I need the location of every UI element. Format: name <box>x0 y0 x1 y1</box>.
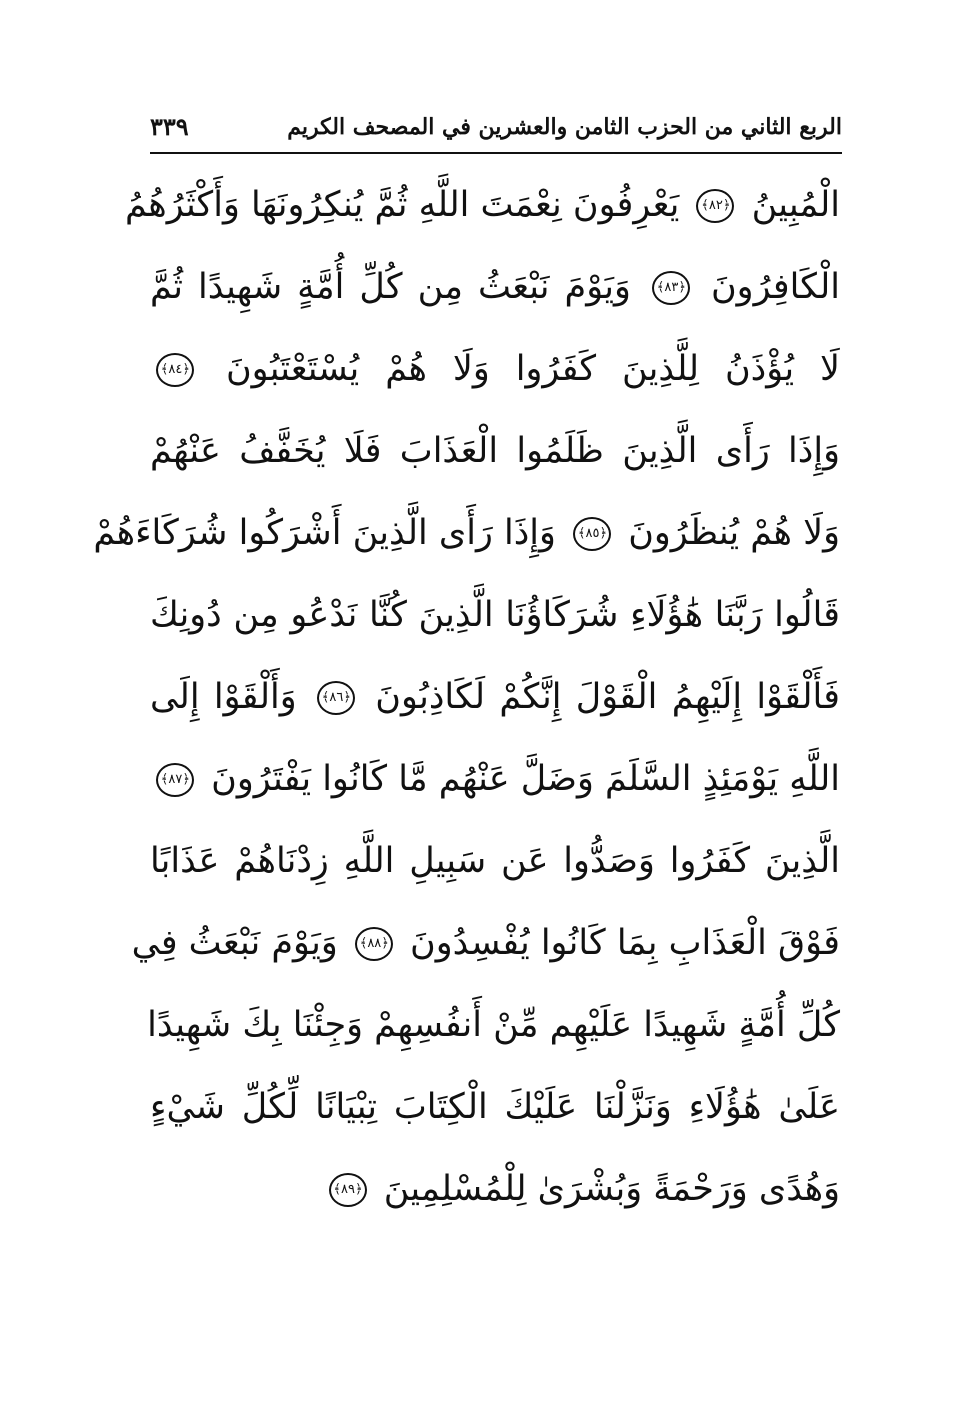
page-header <box>150 108 842 152</box>
verse-line <box>93 492 840 574</box>
ayah-number-marker: ﴿٨٦﴾ <box>317 681 355 715</box>
ayah-number-marker: ﴿٨٥﴾ <box>573 517 611 551</box>
verse-text: عَلَىٰ هَٰؤُلَاءِ وَنَزَّلْنَا عَلَيْكَ الْكِتَابَ تِبْيَانًا لِّكُلِّ شَيْءٍ <box>150 1087 840 1127</box>
verse-line <box>150 820 840 902</box>
verse-line <box>150 1148 840 1230</box>
verse-line <box>150 574 840 656</box>
verse-text: وَأَلْقَوْا إِلَى <box>150 677 297 717</box>
header-divider <box>150 152 842 154</box>
verse-text: الَّذِينَ كَفَرُوا وَصَدُّوا عَن سَبِيلِ اللَّهِ زِدْنَاهُمْ عَذَابًا <box>150 841 840 881</box>
ayah-number-marker: ﴿٨٨﴾ <box>355 927 393 961</box>
verse-text: قَالُوا رَبَّنَا هَٰؤُلَاءِ شُرَكَاؤُنَا الَّذِينَ كُنَّا نَدْعُو مِن دُونِكَ <box>150 595 840 635</box>
verse-line <box>124 164 840 246</box>
header-title: الربع الثاني من الحزب الثامن والعشرين في المصحف الكريم <box>287 114 842 140</box>
verse-text: وَيَوْمَ نَبْعَثُ فِي <box>131 923 338 963</box>
verse-text: كُلِّ أُمَّةٍ شَهِيدًا عَلَيْهِم مِّنْ أَنفُسِهِمْ وَجِئْنَا بِكَ شَهِيدًا <box>147 1005 840 1045</box>
page-number: ٣٣٩ <box>150 112 189 141</box>
ayah-number-marker: ﴿٨٤﴾ <box>156 353 194 387</box>
verse-line <box>147 984 840 1066</box>
verse-line <box>150 738 840 820</box>
ayah-number-marker: ﴿٨٢﴾ <box>696 189 734 223</box>
verse-line <box>131 902 840 984</box>
verse-text: اللَّهِ يَوْمَئِذٍ السَّلَمَ وَضَلَّ عَنْهُم مَّا كَانُوا يَفْتَرُونَ <box>211 759 840 799</box>
verse-line <box>150 328 840 410</box>
verse-text: لَا يُؤْذَنُ لِلَّذِينَ كَفَرُوا وَلَا هُمْ يُسْتَعْتَبُونَ <box>225 349 840 389</box>
ayah-number-marker: ﴿٨٧﴾ <box>156 763 194 797</box>
verse-line <box>150 410 840 492</box>
verse-text: وَهُدًى وَرَحْمَةً وَبُشْرَىٰ لِلْمُسْلِمِينَ <box>383 1169 840 1209</box>
verse-text: وَيَوْمَ نَبْعَثُ مِن كُلِّ أُمَّةٍ شَهِيدًا ثُمَّ <box>150 267 631 307</box>
ayah-number-marker: ﴿٨٩﴾ <box>329 1173 367 1207</box>
verse-text: الْمُبِينُ <box>751 185 840 225</box>
verse-text: وَإِذَا رَأَى الَّذِينَ ظَلَمُوا الْعَذَابَ فَلَا يُخَفَّفُ عَنْهُمْ <box>150 431 840 471</box>
ayah-number-marker: ﴿٨٣﴾ <box>652 271 690 305</box>
verse-line <box>150 246 840 328</box>
verse-line <box>150 1066 840 1148</box>
verse-text: الْكَافِرُونَ <box>710 267 840 307</box>
verse-text: وَإِذَا رَأَى الَّذِينَ أَشْرَكُوا شُرَكَاءَهُمْ <box>93 513 556 553</box>
verse-text: يَعْرِفُونَ نِعْمَتَ اللَّهِ ثُمَّ يُنكِرُونَهَا وَأَكْثَرُهُمُ <box>124 185 680 225</box>
verse-text: فَوْقَ الْعَذَابِ بِمَا كَانُوا يُفْسِدُونَ <box>410 923 840 963</box>
verse-line <box>150 656 840 738</box>
verses-block <box>93 164 840 1230</box>
verse-text: فَأَلْقَوْا إِلَيْهِمُ الْقَوْلَ إِنَّكُمْ لَكَاذِبُونَ <box>375 677 840 717</box>
verse-text: وَلَا هُمْ يُنظَرُونَ <box>628 513 840 553</box>
